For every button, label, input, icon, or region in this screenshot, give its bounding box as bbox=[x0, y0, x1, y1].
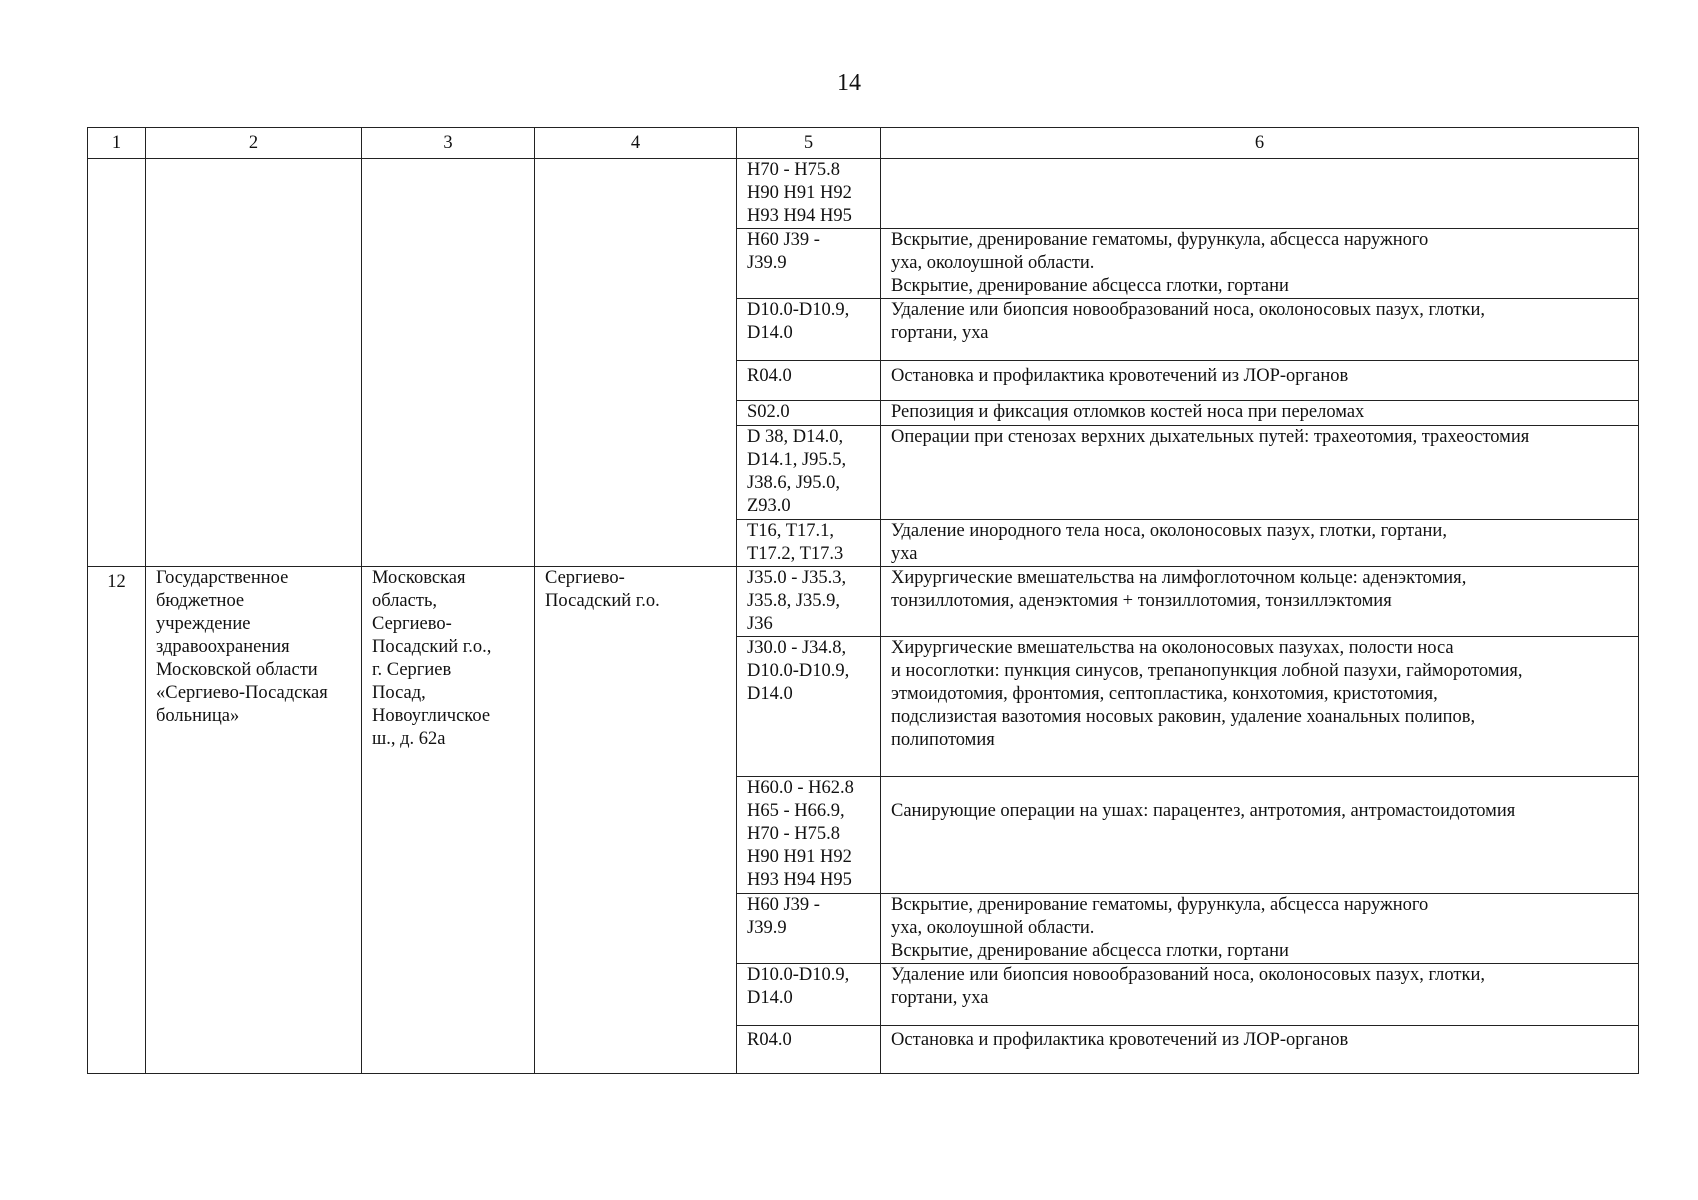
diagnosis-codes: D 38, D14.0, D14.1, J95.5, J38.6, J95.0, Z93.0 bbox=[737, 426, 881, 520]
diagnosis-codes: H70 - H75.8 H90 H91 H92 H93 H94 H95 bbox=[737, 159, 881, 229]
diagnosis-codes: H60 J39 - J39.9 bbox=[737, 229, 881, 299]
column-header-1: 1 bbox=[88, 128, 146, 159]
empty-district-cell bbox=[535, 159, 737, 567]
procedure-description: Репозиция и фиксация отломков костей носа при переломах bbox=[881, 401, 1639, 426]
procedure-description: Хирургические вмешательства на околоносовых пазухах, полости носа и носоглотки: пункция синусов, трепанопункция лобной пазухи, гайморотомия, этмоидотомия, фронтомия, септопластика, конхотомия, кристотомия, подслизистая вазотомия носовых раковин, удаление хоанальных полипов, полипотомия bbox=[881, 637, 1639, 777]
procedure-description: Санирующие операции на ушах: парацентез, антротомия, антромастоидотомия bbox=[881, 777, 1639, 894]
diagnosis-codes: H60 J39 - J39.9 bbox=[737, 894, 881, 964]
empty-address-cell bbox=[362, 159, 535, 567]
diagnosis-codes: S02.0 bbox=[737, 401, 881, 426]
column-header-5: 5 bbox=[737, 128, 881, 159]
procedure-description: Хирургические вмешательства на лимфоглоточном кольце: аденэктомия, тонзиллотомия, аденэктомия + тонзиллотомия, тонзиллэктомия bbox=[881, 567, 1639, 637]
table-header-row bbox=[88, 128, 1639, 159]
procedures-table bbox=[87, 127, 1639, 1074]
procedure-description: Остановка и профилактика кровотечений из ЛОР-органов bbox=[881, 1026, 1639, 1074]
column-header-2: 2 bbox=[146, 128, 362, 159]
procedure-description: Остановка и профилактика кровотечений из ЛОР-органов bbox=[881, 361, 1639, 401]
procedure-description: Операции при стенозах верхних дыхательных путей: трахеотомия, трахеостомия bbox=[881, 426, 1639, 520]
institution-address: Московская область, Сергиево- Посадский г.о., г. Сергиев Посад, Новоугличское ш., д. 62а bbox=[362, 567, 535, 1074]
diagnosis-codes: J30.0 - J34.8, D10.0-D10.9, D14.0 bbox=[737, 637, 881, 777]
institution-name: Государственное бюджетное учреждение здравоохранения Московской области «Сергиево-Посадская больница» bbox=[146, 567, 362, 1074]
procedure-description: Вскрытие, дренирование гематомы, фурункула, абсцесса наружного уха, околоушной области. Вскрытие, дренирование абсцесса глотки, гортани bbox=[881, 229, 1639, 299]
diagnosis-codes: R04.0 bbox=[737, 361, 881, 401]
municipal-district: Сергиево- Посадский г.о. bbox=[535, 567, 737, 1074]
procedure-description: Вскрытие, дренирование гематомы, фурункула, абсцесса наружного уха, околоушной области. Вскрытие, дренирование абсцесса глотки, гортани bbox=[881, 894, 1639, 964]
procedure-description: Удаление или биопсия новообразований носа, околоносовых пазух, глотки, гортани, уха bbox=[881, 964, 1639, 1026]
diagnosis-codes: T16, T17.1, T17.2, T17.3 bbox=[737, 520, 881, 567]
diagnosis-codes: D10.0-D10.9, D14.0 bbox=[737, 299, 881, 361]
table-row bbox=[88, 567, 1639, 637]
procedure-description: Удаление или биопсия новообразований носа, околоносовых пазух, глотки, гортани, уха bbox=[881, 299, 1639, 361]
column-header-3: 3 bbox=[362, 128, 535, 159]
diagnosis-codes: J35.0 - J35.3, J35.8, J35.9, J36 bbox=[737, 567, 881, 637]
entry-number: 12 bbox=[88, 567, 146, 1074]
empty-institution-cell bbox=[146, 159, 362, 567]
procedure-description bbox=[881, 159, 1639, 229]
column-header-4: 4 bbox=[535, 128, 737, 159]
diagnosis-codes: R04.0 bbox=[737, 1026, 881, 1074]
procedure-description: Удаление инородного тела носа, околоносовых пазух, глотки, гортани, уха bbox=[881, 520, 1639, 567]
table-row bbox=[88, 159, 1639, 229]
column-header-6: 6 bbox=[881, 128, 1639, 159]
diagnosis-codes: H60.0 - H62.8 H65 - H66.9, H70 - H75.8 H90 H91 H92 H93 H94 H95 bbox=[737, 777, 881, 894]
page-number: 14 bbox=[837, 70, 861, 96]
diagnosis-codes: D10.0-D10.9, D14.0 bbox=[737, 964, 881, 1026]
empty-number-cell bbox=[88, 159, 146, 567]
